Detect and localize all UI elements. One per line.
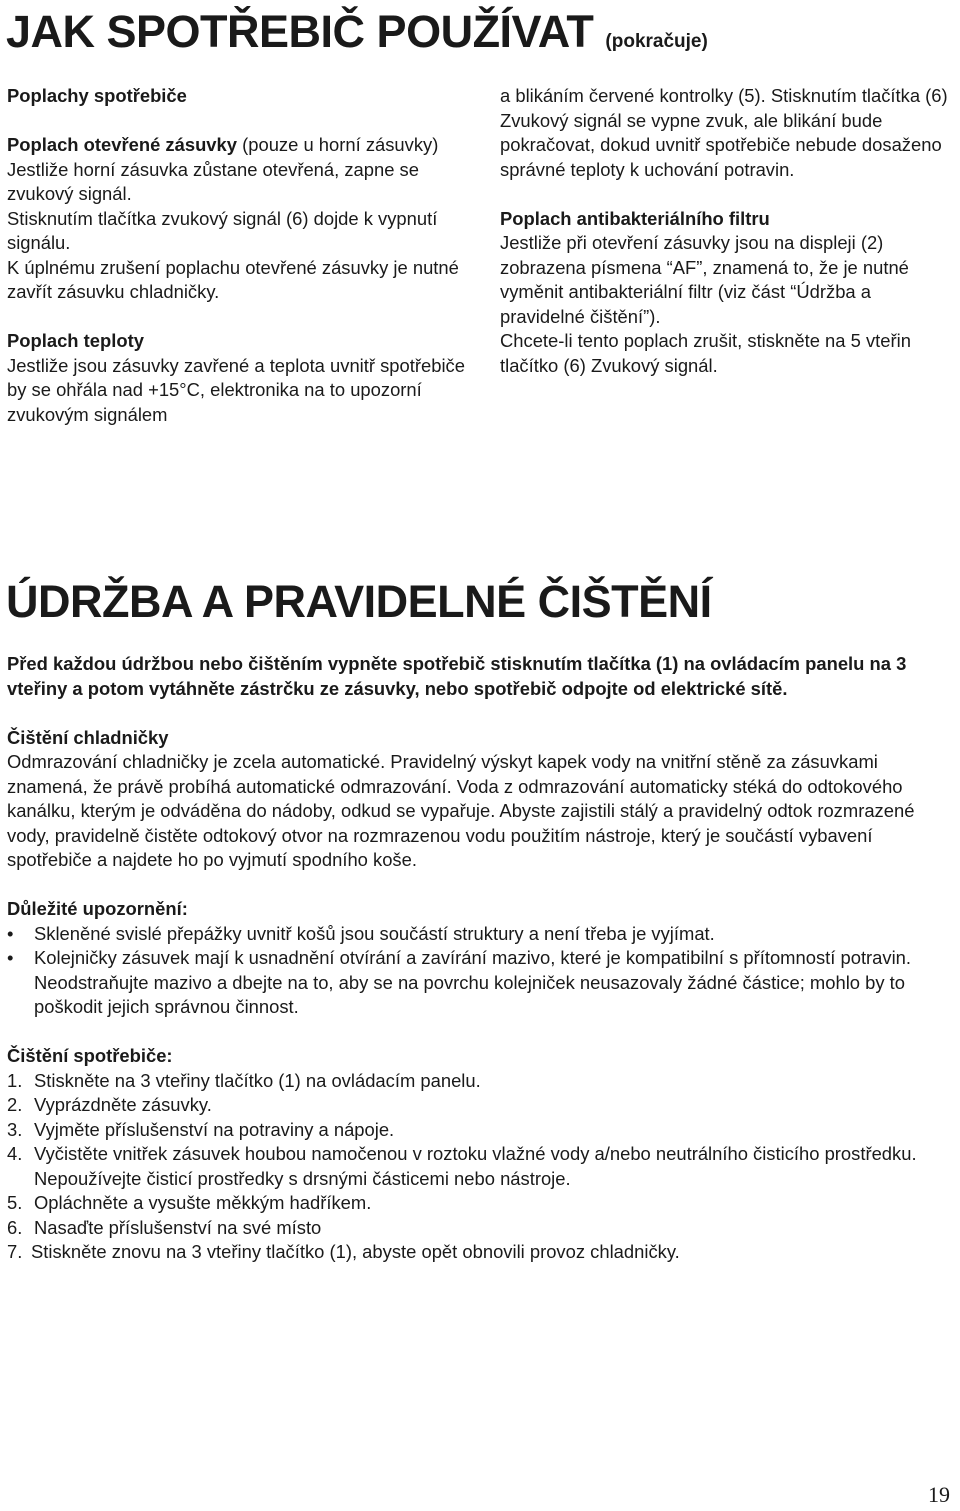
- filter-alarm-text-1: Jestliže při otevření zásuvky jsou na displeji (2) zobrazena písmena “AF”, znamená to, že je nutné vyměnit antibakteriální filtr (viz část “Údržba a pravidelné čištění”).: [500, 232, 909, 327]
- left-column: [7, 84, 469, 427]
- step-number: 5.: [7, 1192, 23, 1213]
- filter-alarm-heading: Poplach antibakteriálního filtru: [500, 207, 770, 229]
- maintenance-title: ÚDRŽBA A PRAVIDELNÉ ČIŠTĚNÍ: [6, 576, 712, 627]
- maintenance-intro: Před každou údržbou nebo čištěním vypněte spotřebič stisknutím tlačítka (1) na ovládacím panelu na 3 vteřiny a potom vytáhněte zástrčku ze zásuvky, nebo spotřebič odpojte od elektrické sítě.: [7, 653, 907, 699]
- filter-alarm-text-2: Chcete-li tento poplach zrušit, stiskněte na 5 vteřin tlačítko (6) Zvukový signál.: [500, 330, 911, 376]
- page-title-suffix: (pokračuje): [605, 31, 708, 52]
- list-item: [7, 922, 955, 947]
- temp-alarm-text: Jestliže jsou zásuvky zavřené a teplota uvnitř spotřebiče by se ohřála nad +15°C, elektronika na to upozorní zvukovým signálem: [7, 354, 465, 425]
- step-item: [7, 1118, 955, 1143]
- door-alarm-text-3: K úplnému zrušení poplachu otevřené zásuvky je nutné zavřít zásuvku chladničky.: [7, 256, 459, 302]
- step-item: [7, 1240, 955, 1265]
- step-number: 2.: [7, 1094, 23, 1115]
- step-number: 1.: [7, 1069, 23, 1091]
- step-number: 3.: [7, 1118, 23, 1140]
- step-text: Stiskněte na 3 vteřiny tlačítko (1) na ovládacím panelu.: [34, 1069, 481, 1091]
- door-alarm-note: (pouze u horní zásuvky): [242, 134, 439, 155]
- step-item: [7, 1191, 955, 1216]
- page-number: 19: [928, 1482, 950, 1507]
- step-text: Nasaďte příslušenství na své místo: [34, 1216, 322, 1238]
- door-alarm-text-2: Stisknutím tlačítka zvukový signál (6) dojde k vypnutí signálu.: [7, 207, 438, 253]
- bullet-marker: •: [7, 947, 14, 968]
- step-number: 6.: [7, 1216, 23, 1238]
- list-item-text: Skleněné svislé přepážky uvnitř košů jsou součástí struktury a není třeba je vyjímat.: [34, 922, 715, 944]
- cleaning-fridge-heading: Čištění chladničky: [7, 726, 169, 748]
- step-number: 4.: [7, 1143, 23, 1164]
- page-title: [6, 6, 708, 58]
- right-column: [500, 84, 958, 378]
- temp-alarm-continued: a blikáním červené kontrolky (5). Stisknutím tlačítka (6) Zvukový signál se vypne zvuk, ale blikání bude pokračovat, dokud uvnitř spotřebiče nebude dosaženo správné teploty k uchování potravin.: [500, 85, 948, 180]
- cleaning-fridge-text: Odmrazování chladničky je zcela automatické. Pravidelný výskyt kapek vody na vnitřní stěně za zásuvkami znamená, že právě probíhá automatické odmrazování. Voda z odmrazování automaticky stéká do odtokového kanálku, kterým je odváděna do nádoby, odkud se vypařuje. Abyste zajistili stálý a pravidelný odtok rozmrazené vody, pravidelně čistěte odtokový otvor na rozmrazenou vodu použitím nástroje, který je součástí vybavení spotřebiče a najdete ho po vyjmutí spodního koše.: [7, 751, 915, 870]
- list-item-text: Kolejničky zásuvek mají k usnadnění otvírání a zavírání mazivo, které je kompatibilní s přítomností potravin. Neodstraňujte mazivo a dbejte na to, aby se na povrchu kolejniček neusazovaly žádné částice; mohlo by to poškodit jejich správnou činnost.: [34, 947, 912, 1017]
- step-text: Opláchněte a vysušte měkkým hadříkem.: [34, 1192, 372, 1213]
- door-alarm-text-1: Jestliže horní zásuvka zůstane otevřená, zapne se zvukový signál.: [7, 158, 419, 204]
- step-item: [7, 1216, 955, 1241]
- page-title-text: JAK SPOTŘEBIČ POUŽÍVAT: [6, 6, 594, 57]
- door-alarm-paragraph: [7, 133, 469, 158]
- maintenance-section: [7, 652, 955, 1265]
- temp-alarm-heading: Poplach teploty: [7, 330, 144, 351]
- step-item: [7, 1093, 955, 1118]
- alarms-heading: Poplachy spotřebiče: [7, 85, 187, 106]
- important-heading: Důležité upozornění:: [7, 898, 188, 919]
- step-text: Vyjměte příslušenství na potraviny a nápoje.: [34, 1118, 395, 1140]
- step-text: Vyprázdněte zásuvky.: [34, 1094, 212, 1115]
- door-alarm-heading: Poplach otevřené zásuvky: [7, 134, 237, 155]
- step-item: [7, 1069, 955, 1094]
- list-item: [7, 946, 955, 1020]
- step-text: Vyčistěte vnitřek zásuvek houbou namočenou v roztoku vlažné vody a/nebo neutrálního čisticího prostředku. Nepoužívejte čisticí prostředky s drsnými částicemi nebo nástroje.: [34, 1143, 917, 1189]
- step-text: Stiskněte znovu na 3 vteřiny tlačítko (1), abyste opět obnovili provoz chladničky.: [31, 1241, 680, 1262]
- step-number: 7.: [7, 1241, 23, 1262]
- step-item: [7, 1142, 955, 1191]
- cleaning-appliance-heading: Čištění spotřebiče:: [7, 1045, 173, 1066]
- bullet-marker: •: [7, 922, 14, 944]
